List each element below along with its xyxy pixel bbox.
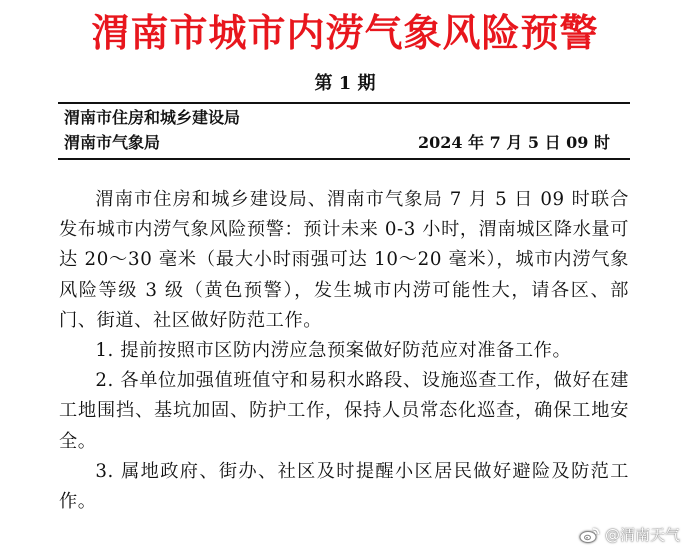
paragraph-item-2: 2. 各单位加强值班值守和易积水路段、设施巡查工作，做好在建工地围挡、基坑加固、防护工作，保持人员常态化巡查，确保工地安全。 bbox=[59, 370, 629, 452]
watermark-account: @渭南天气 bbox=[604, 526, 680, 544]
document-title: 渭南市城市内涝气象风险预警 bbox=[91, 11, 599, 55]
issue-number: 第 1 期 bbox=[314, 73, 376, 94]
header-top-divider bbox=[58, 102, 630, 104]
issue-date: 2024 年 7 月 5 日 09 时 bbox=[417, 133, 610, 152]
paragraph-item-3: 3. 属地政府、街办、社区及时提醒小区居民做好避险及防范工作。 bbox=[59, 460, 629, 513]
weibo-icon bbox=[579, 526, 601, 544]
header-bottom-divider bbox=[58, 158, 630, 160]
document-body bbox=[59, 185, 629, 517]
paragraph-item-1: 1. 提前按照市区防内涝应急预案做好防范应对准备工作。 bbox=[95, 340, 572, 362]
issuer-housing-bureau: 渭南市住房和城乡建设局 bbox=[64, 108, 241, 127]
issuer-meteorological-bureau: 渭南市气象局 bbox=[64, 133, 161, 152]
paragraph-intro: 渭南市住房和城乡建设局、渭南市气象局 7 月 5 日 09 时联合发布城市内涝气象风险预警：预计未来 0-3 小时，渭南城区降水量可达 20～30 毫米（最大小时雨强可达 10～20 毫米），城市内涝气象风险等级 3 级（黄色预警），发生城市内涝可能性大，请各区、部门、街道、社区做好防范工作。 bbox=[59, 189, 629, 331]
weibo-watermark bbox=[579, 524, 680, 545]
